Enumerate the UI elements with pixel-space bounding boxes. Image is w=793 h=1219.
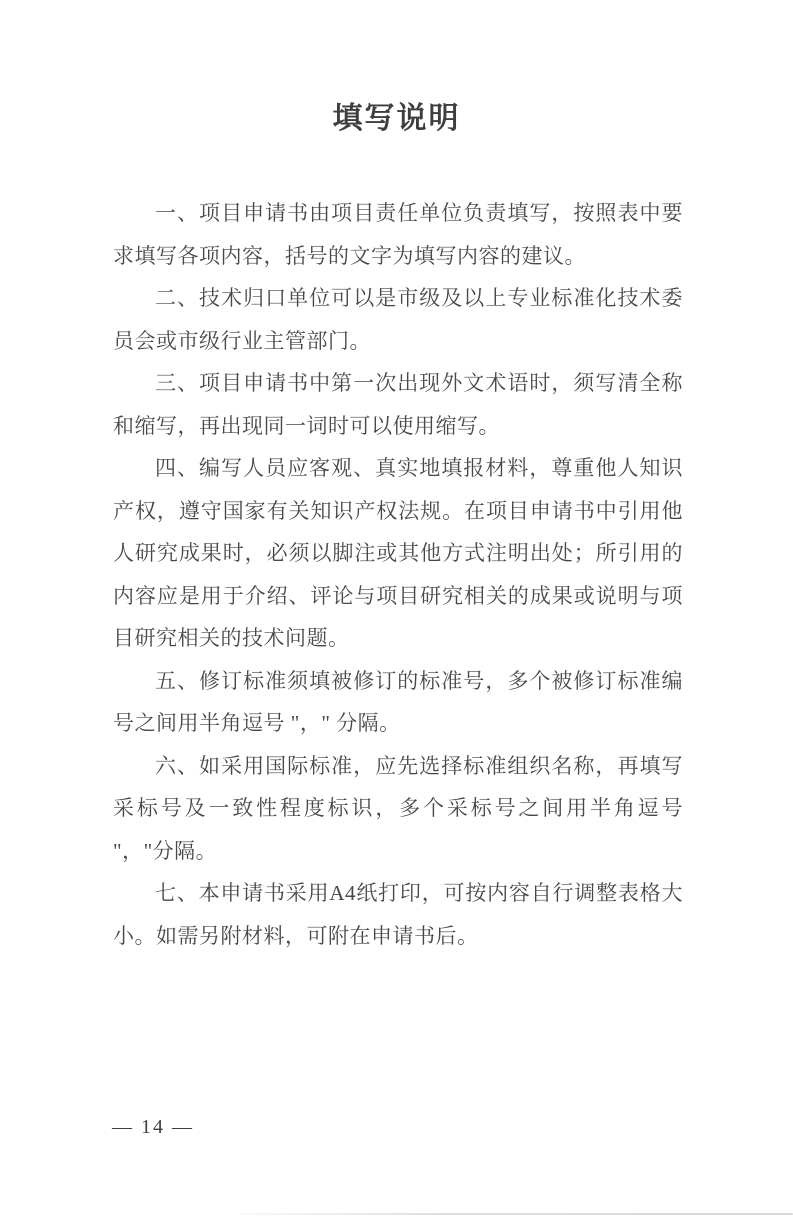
instruction-paragraph-5: 五、修订标准须填被修订的标准号，多个被修订标准编号之间用半角逗号 "，" 分隔。 [113, 668, 683, 735]
instruction-paragraph-6: 六、如采用国际标准，应先选择标准组织名称，再填写采标号及一致性程度标识，多个采标号之间用半角逗号 "，"分隔。 [113, 753, 683, 863]
instructions-body [113, 192, 683, 957]
page-number: — 14 — [112, 1116, 194, 1138]
instruction-paragraph-1: 一、项目申请书由项目责任单位负责填写，按照表中要求填写各项内容，括号的文字为填写内容的建议。 [113, 201, 683, 268]
document-page [0, 98, 793, 1219]
page-title: 填写说明 [332, 102, 461, 135]
instruction-paragraph-3: 三、项目申请书中第一次出现外文术语时，须写清全称和缩写，再出现同一词时可以使用缩写。 [113, 371, 683, 438]
scan-edge-shadow [238, 1213, 793, 1215]
instruction-paragraph-4: 四、编写人员应客观、真实地填报材料，尊重他人知识产权，遵守国家有关知识产权法规。在项目申请书中引用他人研究成果时，必须以脚注或其他方式注明出处；所引用的内容应是用于介绍、评论与项目研究相关的成果或说明与项目研究相关的技术问题。 [113, 456, 683, 650]
instruction-paragraph-7: 七、本申请书采用A4纸打印，可按内容自行调整表格大小。如需另附材料，可附在申请书后。 [113, 881, 683, 948]
instruction-paragraph-2: 二、技术归口单位可以是市级及以上专业标准化技术委员会或市级行业主管部门。 [113, 286, 683, 353]
page-footer [112, 1116, 194, 1139]
